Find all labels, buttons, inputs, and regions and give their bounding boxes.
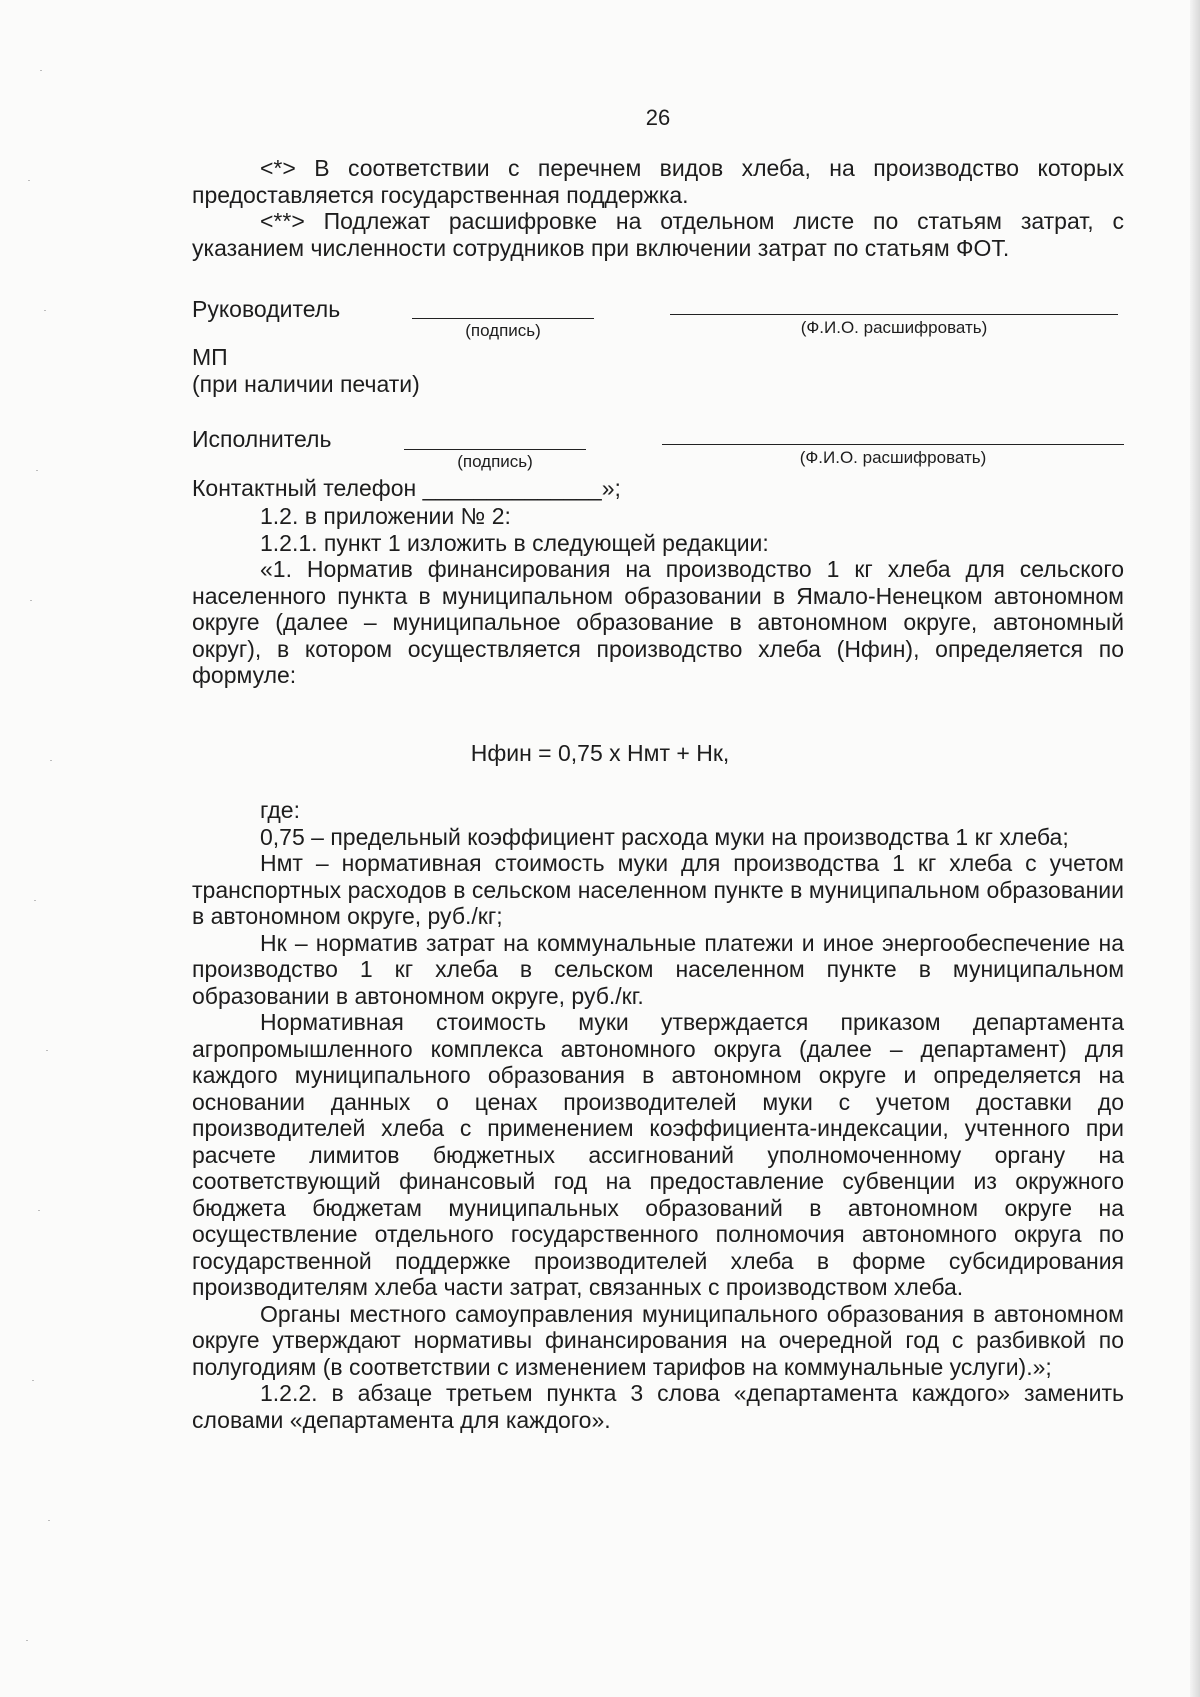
item-1-2-2: 1.2.2. в абзаце третьем пункта 3 слова «департамента каждого» заменить словами «департамента для каждого». xyxy=(192,1380,1124,1433)
contact-phone: Контактный телефон ______________»; xyxy=(192,475,621,501)
executor-signature-line xyxy=(404,449,586,450)
executor-name-line xyxy=(662,444,1124,445)
clause-1: «1. Норматив финансирования на производство 1 кг хлеба для сельского населенного пункта в муниципальном образовании в Ямало-Ненецком автономном округе (далее – муниципальное образование в автономном округе, автономный округ), в котором осуществляется производство хлеба (Нфин), определяется по формуле: xyxy=(192,556,1124,688)
footnote-2: <**> Подлежат расшифровке на отдельном листе по статьям затрат, с указанием численности сотрудников при включении затрат по статьям ФОТ. xyxy=(192,208,1124,261)
mp-label: МП xyxy=(192,344,228,370)
footnotes xyxy=(192,155,1124,261)
head-signature-caption: (подпись) xyxy=(465,321,541,340)
formula: Нфин = 0,75 х Нмт + Нк, xyxy=(470,740,730,766)
definition-coefficient: 0,75 – предельный коэффициент расхода муки на производства 1 кг хлеба; xyxy=(260,823,1069,850)
executor-label: Исполнитель xyxy=(192,426,332,452)
head-signature-line xyxy=(412,318,594,319)
item-1-2-1: 1.2.1. пункт 1 изложить в следующей редакции: xyxy=(260,529,769,556)
definitions-and-paragraphs xyxy=(192,797,1124,1433)
page-number: 26 xyxy=(645,105,671,130)
paragraph-local-authorities: Органы местного самоуправления муниципального образования в автономном округе утверждают нормативы финансирования на очередной год с разбивкой по полугодиям (в соответствии с изменением тарифов на коммунальные услуги).»; xyxy=(192,1300,1124,1380)
where-label: где: xyxy=(260,797,300,823)
item-1-2: 1.2. в приложении № 2: xyxy=(260,503,511,529)
executor-signature-caption: (подпись) xyxy=(457,452,533,471)
executor-name-caption: (Ф.И.О. расшифровать) xyxy=(799,448,987,467)
amendment-intro xyxy=(192,503,1124,689)
head-label: Руководитель xyxy=(192,296,341,322)
footnote-1: <*> В соответствии с перечнем видов хлеба, на производство которых предоставляется государственная поддержка. xyxy=(192,155,1124,208)
head-name-line xyxy=(670,314,1118,315)
definition-nk: Нк – норматив затрат на коммунальные платежи и иное энергообеспечение на производство 1 кг хлеба в сельском населенном пункте в муниципальном образовании в автономном округе, руб./кг. xyxy=(192,929,1124,1009)
seal-note: (при наличии печати) xyxy=(192,371,420,397)
head-name-caption: (Ф.И.О. расшифровать) xyxy=(800,318,988,337)
definition-nmt: Нмт – нормативная стоимость муки для производства 1 кг хлеба с учетом транспортных расходов в сельском населенном пункте в муниципальном образовании в автономном округе, руб./кг; xyxy=(192,850,1124,929)
scan-edge-shadow xyxy=(1190,0,1200,1697)
paragraph-flour-cost: Нормативная стоимость муки утверждается приказом департамента агропромышленного комплекса автономного округа (далее – департамент) для каждого муниципального образования в автономном округе и определяется на основании данных о ценах производителей муки с учетом доставки до производителей хлеба с применением коэффициента-индексации, учтенного при расчете лимитов бюджетных ассигнований уполномоченному органу на соответствующий финансовый год на предоставление субвенции из окружного бюджета бюджетам муниципальных образований в автономном округе на осуществление отдельного государственного полномочия автономного округа по государственной поддержке производителей хлеба в форме субсидирования производителям хлеба части затрат, связанных с производством хлеба. xyxy=(192,1009,1124,1300)
